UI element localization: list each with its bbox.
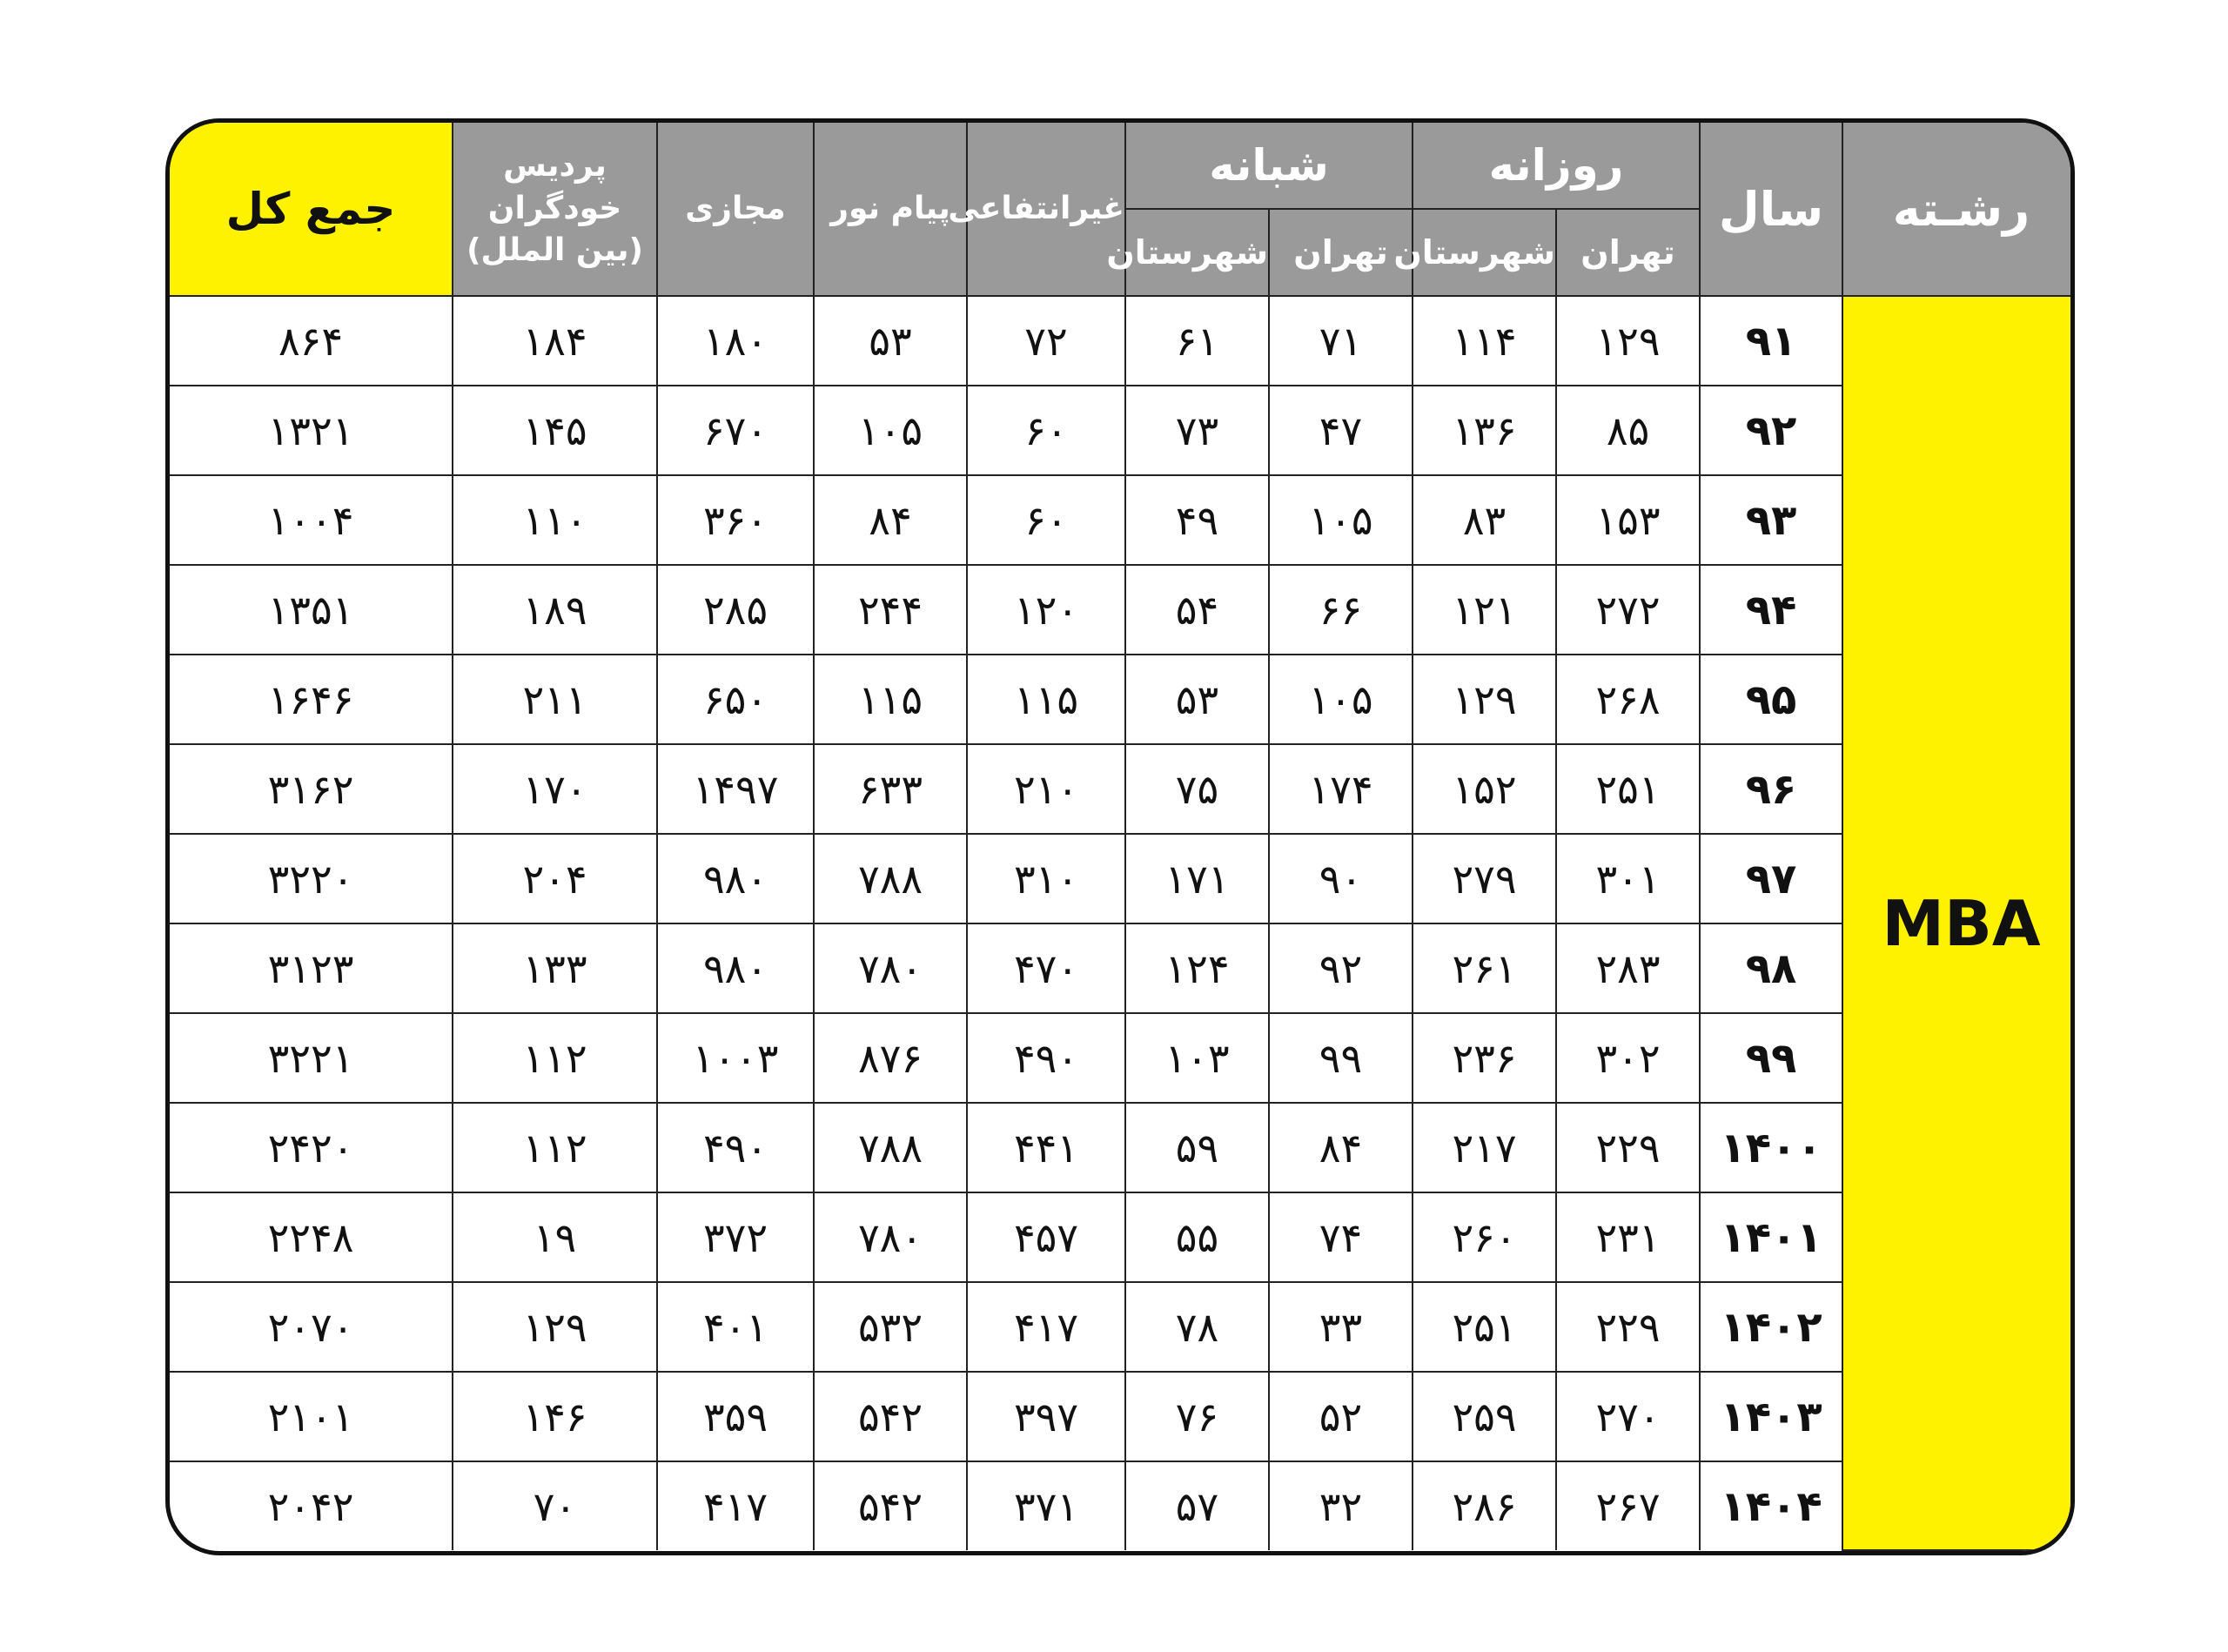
cell-virtual: ۱۴۹۷	[657, 744, 814, 834]
cell-nonprofit: ۴۴۱	[967, 1103, 1125, 1192]
cell-total: ۲۰۴۲	[170, 1461, 453, 1550]
cell-evening-tehran: ۳۳	[1269, 1282, 1413, 1372]
cell-day-tehran: ۲۵۱	[1556, 744, 1700, 834]
cell-campus: ۱۹	[453, 1192, 657, 1282]
cell-day-cities: ۲۱۷	[1413, 1103, 1556, 1192]
header-campus: پردیس خودگران (بین الملل)	[453, 123, 657, 296]
cell-total: ۳۱۶۲	[170, 744, 453, 834]
cell-nonprofit: ۶۰	[967, 475, 1125, 565]
cell-year: ۹۱	[1700, 296, 1842, 386]
cell-evening-tehran: ۸۴	[1269, 1103, 1413, 1192]
cell-payamnoor: ۲۴۴	[814, 565, 967, 655]
table-row	[170, 1282, 2075, 1372]
table-row	[170, 1461, 2075, 1550]
cell-day-tehran: ۳۰۲	[1556, 1013, 1700, 1103]
cell-evening-tehran: ۶۶	[1269, 565, 1413, 655]
cell-payamnoor: ۱۱۵	[814, 655, 967, 744]
cell-year: ۱۴۰۱	[1700, 1192, 1842, 1282]
cell-total: ۲۰۷۰	[170, 1282, 453, 1372]
cell-nonprofit: ۴۹۰	[967, 1013, 1125, 1103]
cell-year: ۹۳	[1700, 475, 1842, 565]
cell-nonprofit: ۳۷۱	[967, 1461, 1125, 1550]
cell-year: ۱۴۰۳	[1700, 1372, 1842, 1461]
header-total: جمع کل	[170, 123, 453, 296]
header-evening-cities: شهرستان	[1125, 209, 1269, 296]
cell-nonprofit: ۳۱۰	[967, 834, 1125, 923]
cell-year: ۹۴	[1700, 565, 1842, 655]
table-row	[170, 1372, 2075, 1461]
cell-evening-tehran: ۱۰۵	[1269, 475, 1413, 565]
cell-evening-cities: ۱۰۳	[1125, 1013, 1269, 1103]
header-day: روزانه	[1413, 123, 1700, 209]
cell-year: ۹۲	[1700, 386, 1842, 475]
cell-campus: ۱۱۲	[453, 1013, 657, 1103]
cell-evening-cities: ۷۶	[1125, 1372, 1269, 1461]
cell-day-cities: ۲۸۶	[1413, 1461, 1556, 1550]
cell-virtual: ۹۸۰	[657, 834, 814, 923]
header-evening: شبانه	[1125, 123, 1413, 209]
cell-virtual: ۴۹۰	[657, 1103, 814, 1192]
cell-evening-cities: ۵۳	[1125, 655, 1269, 744]
table-row	[170, 744, 2075, 834]
cell-evening-cities: ۵۹	[1125, 1103, 1269, 1192]
stats-table-frame	[165, 118, 2075, 1555]
cell-day-tehran: ۱۵۳	[1556, 475, 1700, 565]
header-evening-tehran: تهران	[1269, 209, 1413, 296]
cell-total: ۸۶۴	[170, 296, 453, 386]
cell-day-cities: ۲۵۱	[1413, 1282, 1556, 1372]
cell-year: ۹۹	[1700, 1013, 1842, 1103]
cell-total: ۳۲۲۰	[170, 834, 453, 923]
cell-year: ۱۴۰۴	[1700, 1461, 1842, 1550]
cell-total: ۱۳۲۱	[170, 386, 453, 475]
cell-day-tehran: ۲۶۷	[1556, 1461, 1700, 1550]
cell-evening-tehran: ۹۲	[1269, 923, 1413, 1013]
cell-evening-tehran: ۱۷۴	[1269, 744, 1413, 834]
cell-total: ۲۲۴۸	[170, 1192, 453, 1282]
cell-payamnoor: ۱۰۵	[814, 386, 967, 475]
cell-virtual: ۳۵۹	[657, 1372, 814, 1461]
cell-nonprofit: ۷۲	[967, 296, 1125, 386]
cell-campus: ۱۷۰	[453, 744, 657, 834]
table-row	[170, 565, 2075, 655]
table-row	[170, 834, 2075, 923]
cell-year: ۹۵	[1700, 655, 1842, 744]
cell-payamnoor: ۵۳	[814, 296, 967, 386]
cell-day-cities: ۲۵۹	[1413, 1372, 1556, 1461]
cell-virtual: ۴۰۱	[657, 1282, 814, 1372]
table-row	[170, 1103, 2075, 1192]
cell-virtual: ۹۸۰	[657, 923, 814, 1013]
cell-payamnoor: ۷۸۰	[814, 923, 967, 1013]
header-day-tehran: تهران	[1556, 209, 1700, 296]
cell-day-cities: ۱۲۱	[1413, 565, 1556, 655]
header-payamnoor: پیام نور	[814, 123, 967, 296]
cell-evening-cities: ۴۹	[1125, 475, 1269, 565]
cell-evening-cities: ۵۷	[1125, 1461, 1269, 1550]
cell-virtual: ۴۱۷	[657, 1461, 814, 1550]
table-row	[170, 296, 2075, 386]
cell-day-tehran: ۲۶۸	[1556, 655, 1700, 744]
cell-evening-cities: ۱۷۱	[1125, 834, 1269, 923]
cell-evening-tehran: ۷۴	[1269, 1192, 1413, 1282]
cell-day-cities: ۱۵۲	[1413, 744, 1556, 834]
cell-total: ۱۶۴۶	[170, 655, 453, 744]
cell-evening-cities: ۱۲۴	[1125, 923, 1269, 1013]
cell-virtual: ۶۵۰	[657, 655, 814, 744]
cell-day-cities: ۸۳	[1413, 475, 1556, 565]
cell-campus: ۱۴۵	[453, 386, 657, 475]
cell-day-cities: ۲۶۱	[1413, 923, 1556, 1013]
cell-nonprofit: ۴۱۷	[967, 1282, 1125, 1372]
cell-year: ۱۴۰۰	[1700, 1103, 1842, 1192]
cell-total: ۲۱۰۱	[170, 1372, 453, 1461]
cell-virtual: ۱۰۰۳	[657, 1013, 814, 1103]
table-row	[170, 386, 2075, 475]
cell-nonprofit: ۶۰	[967, 386, 1125, 475]
field-name: MBA	[1842, 296, 2075, 1550]
cell-campus: ۱۴۶	[453, 1372, 657, 1461]
cell-evening-tehran: ۵۲	[1269, 1372, 1413, 1461]
cell-total: ۳۲۲۱	[170, 1013, 453, 1103]
cell-campus: ۲۰۴	[453, 834, 657, 923]
cell-year: ۹۶	[1700, 744, 1842, 834]
cell-nonprofit: ۲۱۰	[967, 744, 1125, 834]
cell-nonprofit: ۳۹۷	[967, 1372, 1125, 1461]
cell-day-cities: ۱۱۴	[1413, 296, 1556, 386]
cell-day-tehran: ۱۲۹	[1556, 296, 1700, 386]
cell-payamnoor: ۷۸۰	[814, 1192, 967, 1282]
cell-evening-tehran: ۳۲	[1269, 1461, 1413, 1550]
cell-nonprofit: ۱۱۵	[967, 655, 1125, 744]
cell-campus: ۱۸۴	[453, 296, 657, 386]
table-row	[170, 1192, 2075, 1282]
table-row	[170, 923, 2075, 1013]
cell-payamnoor: ۵۴۲	[814, 1461, 967, 1550]
cell-evening-cities: ۶۱	[1125, 296, 1269, 386]
cell-day-tehran: ۲۲۹	[1556, 1103, 1700, 1192]
cell-day-tehran: ۲۳۱	[1556, 1192, 1700, 1282]
cell-day-cities: ۲۳۶	[1413, 1013, 1556, 1103]
header-year: سال	[1700, 123, 1842, 296]
cell-evening-tehran: ۱۰۵	[1269, 655, 1413, 744]
cell-day-tehran: ۲۷۲	[1556, 565, 1700, 655]
cell-nonprofit: ۱۲۰	[967, 565, 1125, 655]
cell-evening-tehran: ۹۹	[1269, 1013, 1413, 1103]
cell-year: ۹۷	[1700, 834, 1842, 923]
cell-total: ۱۰۰۴	[170, 475, 453, 565]
cell-campus: ۱۲۹	[453, 1282, 657, 1372]
cell-evening-cities: ۷۳	[1125, 386, 1269, 475]
cell-day-cities: ۲۷۹	[1413, 834, 1556, 923]
cell-nonprofit: ۴۵۷	[967, 1192, 1125, 1282]
header-virtual: مجازی	[657, 123, 814, 296]
cell-day-cities: ۲۶۰	[1413, 1192, 1556, 1282]
cell-virtual: ۶۷۰	[657, 386, 814, 475]
header-field: رشـته	[1842, 123, 2075, 296]
cell-campus: ۷۰	[453, 1461, 657, 1550]
cell-payamnoor: ۵۳۲	[814, 1282, 967, 1372]
cell-day-tehran: ۸۵	[1556, 386, 1700, 475]
cell-evening-tehran: ۴۷	[1269, 386, 1413, 475]
cell-day-tehran: ۲۲۹	[1556, 1282, 1700, 1372]
cell-day-cities: ۱۳۶	[1413, 386, 1556, 475]
admissions-table	[170, 123, 2075, 1551]
cell-total: ۲۴۲۰	[170, 1103, 453, 1192]
cell-campus: ۱۱۲	[453, 1103, 657, 1192]
cell-evening-tehran: ۹۰	[1269, 834, 1413, 923]
cell-campus: ۱۸۹	[453, 565, 657, 655]
header-day-cities: شهرستان	[1413, 209, 1556, 296]
cell-day-tehran: ۲۸۳	[1556, 923, 1700, 1013]
cell-evening-cities: ۷۸	[1125, 1282, 1269, 1372]
cell-evening-cities: ۷۵	[1125, 744, 1269, 834]
cell-year: ۱۴۰۲	[1700, 1282, 1842, 1372]
cell-evening-cities: ۵۴	[1125, 565, 1269, 655]
cell-virtual: ۲۸۵	[657, 565, 814, 655]
cell-payamnoor: ۵۴۲	[814, 1372, 967, 1461]
cell-total: ۳۱۲۳	[170, 923, 453, 1013]
table-row	[170, 1013, 2075, 1103]
header-nonprofit: غیرانتفاعی	[967, 123, 1125, 296]
cell-payamnoor: ۷۸۸	[814, 834, 967, 923]
cell-campus: ۱۱۰	[453, 475, 657, 565]
table-row	[170, 655, 2075, 744]
cell-year: ۹۸	[1700, 923, 1842, 1013]
table-body	[170, 296, 2075, 1550]
table-row	[170, 475, 2075, 565]
cell-campus: ۲۱۱	[453, 655, 657, 744]
cell-campus: ۱۳۳	[453, 923, 657, 1013]
cell-payamnoor: ۸۷۶	[814, 1013, 967, 1103]
cell-evening-cities: ۵۵	[1125, 1192, 1269, 1282]
cell-day-tehran: ۳۰۱	[1556, 834, 1700, 923]
cell-payamnoor: ۷۸۸	[814, 1103, 967, 1192]
cell-nonprofit: ۴۷۰	[967, 923, 1125, 1013]
cell-evening-tehran: ۷۱	[1269, 296, 1413, 386]
cell-day-tehran: ۲۷۰	[1556, 1372, 1700, 1461]
cell-payamnoor: ۸۴	[814, 475, 967, 565]
cell-virtual: ۳۷۲	[657, 1192, 814, 1282]
cell-day-cities: ۱۲۹	[1413, 655, 1556, 744]
cell-virtual: ۱۸۰	[657, 296, 814, 386]
cell-payamnoor: ۶۳۳	[814, 744, 967, 834]
cell-virtual: ۳۶۰	[657, 475, 814, 565]
cell-total: ۱۳۵۱	[170, 565, 453, 655]
